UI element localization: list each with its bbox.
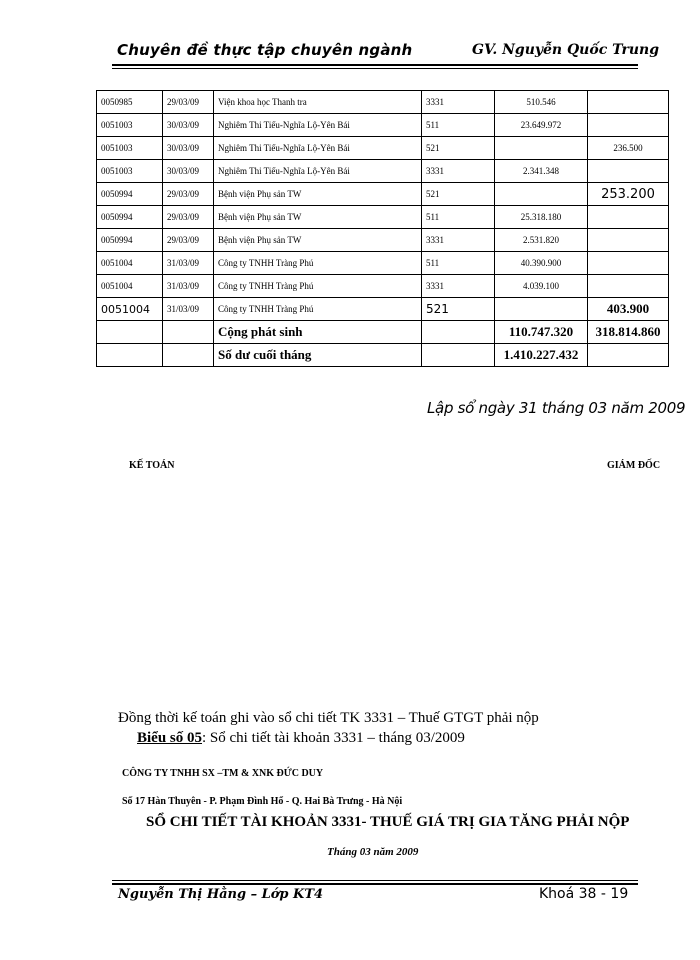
total-label: Cộng phát sinh xyxy=(214,321,422,344)
account: 521 xyxy=(422,137,495,160)
footer-rule-thin xyxy=(112,880,638,881)
description: Nghiêm Thi Tiếu-Nghĩa Lộ-Yên Bái xyxy=(214,137,422,160)
description: Bệnh viện Phụ sản TW xyxy=(214,229,422,252)
credit-amount: 403.900 xyxy=(588,298,669,321)
ledger-title: SỔ CHI TIẾT TÀI KHOẢN 3331- THUẾ GIÁ TRỊ GIA TĂNG PHẢI NỘP xyxy=(146,814,630,830)
credit-amount: 253.200 xyxy=(588,183,669,206)
total-row xyxy=(97,321,669,344)
header-rule xyxy=(112,64,638,66)
paragraph-intro: Đồng thời kế toán ghi vào sổ chi tiết TK 3331 – Thuế GTGT phải nộp xyxy=(118,710,539,726)
paragraph-form-label xyxy=(137,730,465,747)
description: Bệnh viện Phụ sản TW xyxy=(214,183,422,206)
signer-accountant: KẾ TOÁN xyxy=(129,460,175,471)
debit-amount: 2.531.820 xyxy=(495,229,588,252)
debit-amount: 2.341.348 xyxy=(495,160,588,183)
account: 521 xyxy=(422,298,495,321)
company-name: CÔNG TY TNHH SX –TM & XNK ĐỨC DUY xyxy=(122,768,324,779)
credit-amount xyxy=(588,91,669,114)
empty-cell xyxy=(588,344,669,367)
doc-number: 0051003 xyxy=(97,137,163,160)
table-row xyxy=(97,91,669,114)
doc-date: 31/03/09 xyxy=(163,298,214,321)
total-credit: 318.814.860 xyxy=(588,321,669,344)
form-description: : Sổ chi tiết tài khoản 3331 – tháng 03/2009 xyxy=(202,730,465,746)
empty-cell xyxy=(97,321,163,344)
ledger-period: Tháng 03 năm 2009 xyxy=(327,846,419,858)
doc-date: 30/03/09 xyxy=(163,137,214,160)
description: Bệnh viện Phụ sản TW xyxy=(214,206,422,229)
doc-number: 0051003 xyxy=(97,160,163,183)
company-address: Số 17 Hàn Thuyên - P. Phạm Đình Hổ - Q. Hai Bà Trưng - Hà Nội xyxy=(122,796,403,807)
doc-date: 29/03/09 xyxy=(163,183,214,206)
debit-amount xyxy=(495,183,588,206)
table-row xyxy=(97,183,669,206)
balance-debit: 1.410.227.432 xyxy=(495,344,588,367)
balance-row xyxy=(97,344,669,367)
doc-number: 0051004 xyxy=(97,298,163,321)
account: 521 xyxy=(422,183,495,206)
credit-amount xyxy=(588,275,669,298)
debit-amount xyxy=(495,137,588,160)
account: 511 xyxy=(422,252,495,275)
debit-amount: 4.039.100 xyxy=(495,275,588,298)
signoff-date: Lập sổ ngày 31 tháng 03 năm 2009 xyxy=(427,399,686,417)
table-row xyxy=(97,275,669,298)
doc-date: 29/03/09 xyxy=(163,206,214,229)
doc-number: 0050994 xyxy=(97,183,163,206)
description: Nghiêm Thi Tiếu-Nghĩa Lộ-Yên Bái xyxy=(214,114,422,137)
doc-date: 29/03/09 xyxy=(163,229,214,252)
footer-author: Nguyễn Thị Hằng – Lớp KT4 xyxy=(118,887,324,902)
doc-date: 30/03/09 xyxy=(163,114,214,137)
account: 511 xyxy=(422,206,495,229)
total-debit: 110.747.320 xyxy=(495,321,588,344)
table-row xyxy=(97,229,669,252)
description: Viện khoa học Thanh tra xyxy=(214,91,422,114)
debit-amount: 510.546 xyxy=(495,91,588,114)
description: Nghiêm Thi Tiếu-Nghĩa Lộ-Yên Bái xyxy=(214,160,422,183)
debit-amount xyxy=(495,298,588,321)
table-row xyxy=(97,160,669,183)
empty-cell xyxy=(97,344,163,367)
empty-cell xyxy=(163,344,214,367)
ledger-table xyxy=(96,90,669,367)
doc-number: 0050994 xyxy=(97,229,163,252)
credit-amount xyxy=(588,114,669,137)
credit-amount xyxy=(588,206,669,229)
page-header-left: Chuyên đề thực tập chuyên ngành xyxy=(117,41,413,59)
signer-director: GIÁM ĐỐC xyxy=(607,460,661,471)
account: 511 xyxy=(422,114,495,137)
account: 3331 xyxy=(422,160,495,183)
credit-amount: 236.500 xyxy=(588,137,669,160)
doc-number: 0050994 xyxy=(97,206,163,229)
table-row xyxy=(97,298,669,321)
credit-amount xyxy=(588,252,669,275)
description: Công ty TNHH Tràng Phú xyxy=(214,252,422,275)
balance-label: Số dư cuối tháng xyxy=(214,344,422,367)
debit-amount: 25.318.180 xyxy=(495,206,588,229)
doc-number: 0051004 xyxy=(97,252,163,275)
description: Công ty TNHH Tràng Phú xyxy=(214,298,422,321)
empty-cell xyxy=(163,321,214,344)
doc-date: 31/03/09 xyxy=(163,275,214,298)
table-row xyxy=(97,252,669,275)
table-row xyxy=(97,114,669,137)
doc-number: 0051004 xyxy=(97,275,163,298)
account: 3331 xyxy=(422,91,495,114)
debit-amount: 40.390.900 xyxy=(495,252,588,275)
doc-date: 31/03/09 xyxy=(163,252,214,275)
doc-date: 30/03/09 xyxy=(163,160,214,183)
header-rule-thin xyxy=(112,68,638,69)
empty-cell xyxy=(422,321,495,344)
account: 3331 xyxy=(422,229,495,252)
debit-amount: 23.649.972 xyxy=(495,114,588,137)
footer-page-number: Khoá 38 - 19 xyxy=(539,886,629,902)
form-number-label: Biểu số 05 xyxy=(137,730,203,746)
footer-rule xyxy=(112,883,638,885)
table-row xyxy=(97,206,669,229)
account: 3331 xyxy=(422,275,495,298)
doc-number: 0050985 xyxy=(97,91,163,114)
doc-date: 29/03/09 xyxy=(163,91,214,114)
doc-number: 0051003 xyxy=(97,114,163,137)
table-row xyxy=(97,137,669,160)
empty-cell xyxy=(422,344,495,367)
credit-amount xyxy=(588,229,669,252)
credit-amount xyxy=(588,160,669,183)
page-header-right: GV. Nguyễn Quốc Trung xyxy=(472,42,660,58)
description: Công ty TNHH Tràng Phú xyxy=(214,275,422,298)
